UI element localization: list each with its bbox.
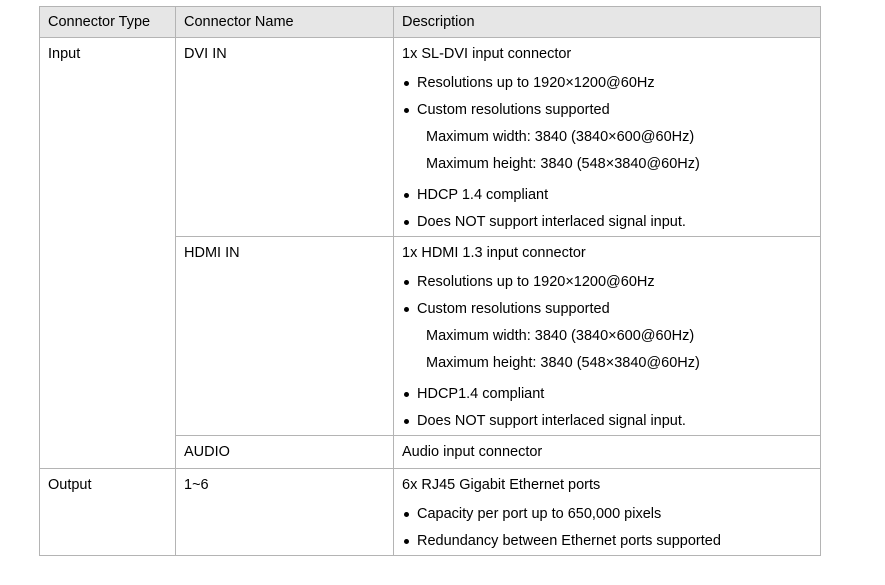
sub-item: Maximum width: 3840 (3840×600@60Hz) [426,129,695,145]
header-connector-name: Connector Name [176,7,394,38]
cell-connector-name [176,237,394,436]
cell-connector-name [176,436,394,469]
bullet-item: Resolutions up to 1920×1200@60Hz [402,269,812,296]
header-description: Description [394,7,821,38]
cell-connector-name [176,469,394,556]
table-row [40,469,821,556]
cell-connector-type [40,38,176,469]
cell-description [394,469,821,556]
bullet-item: Does NOT support interlaced signal input. [402,408,812,435]
connector-type-output: Output [48,477,92,493]
description-lead: 6x RJ45 Gigabit Ethernet ports [402,477,601,493]
bullet-item: Does NOT support interlaced signal input. [402,209,812,236]
sub-item: Maximum height: 3840 (548×3840@60Hz) [426,156,700,172]
connector-name: AUDIO [184,444,230,460]
sub-item: Maximum height: 3840 (548×3840@60Hz) [426,355,700,371]
connector-name: HDMI IN [184,245,240,261]
bullet-item: Redundancy between Ethernet ports supported [402,528,812,555]
cell-description [394,237,821,436]
bullet-item: Resolutions up to 1920×1200@60Hz [402,70,812,97]
description-lead: Audio input connector [402,444,543,460]
cell-description [394,38,821,237]
bullet-item: HDCP 1.4 compliant [402,182,812,209]
bullet-item: Capacity per port up to 650,000 pixels [402,501,812,528]
table-row [40,38,821,237]
sub-item: Maximum width: 3840 (3840×600@60Hz) [426,328,695,344]
bullet-item: Custom resolutions supported [402,97,812,124]
connector-spec-table [39,6,821,556]
header-connector-type: Connector Type [40,7,176,38]
bullet-item: Custom resolutions supported [402,296,812,323]
bullet-item: HDCP1.4 compliant [402,381,812,408]
connector-type-input: Input [48,46,81,62]
cell-connector-type [40,469,176,556]
description-lead: 1x HDMI 1.3 input connector [402,245,586,261]
cell-description [394,436,821,469]
description-lead: 1x SL-DVI input connector [402,46,572,62]
cell-connector-name [176,38,394,237]
connector-name: 1~6 [184,477,209,493]
connector-name: DVI IN [184,46,227,62]
table-header-row [40,7,821,38]
